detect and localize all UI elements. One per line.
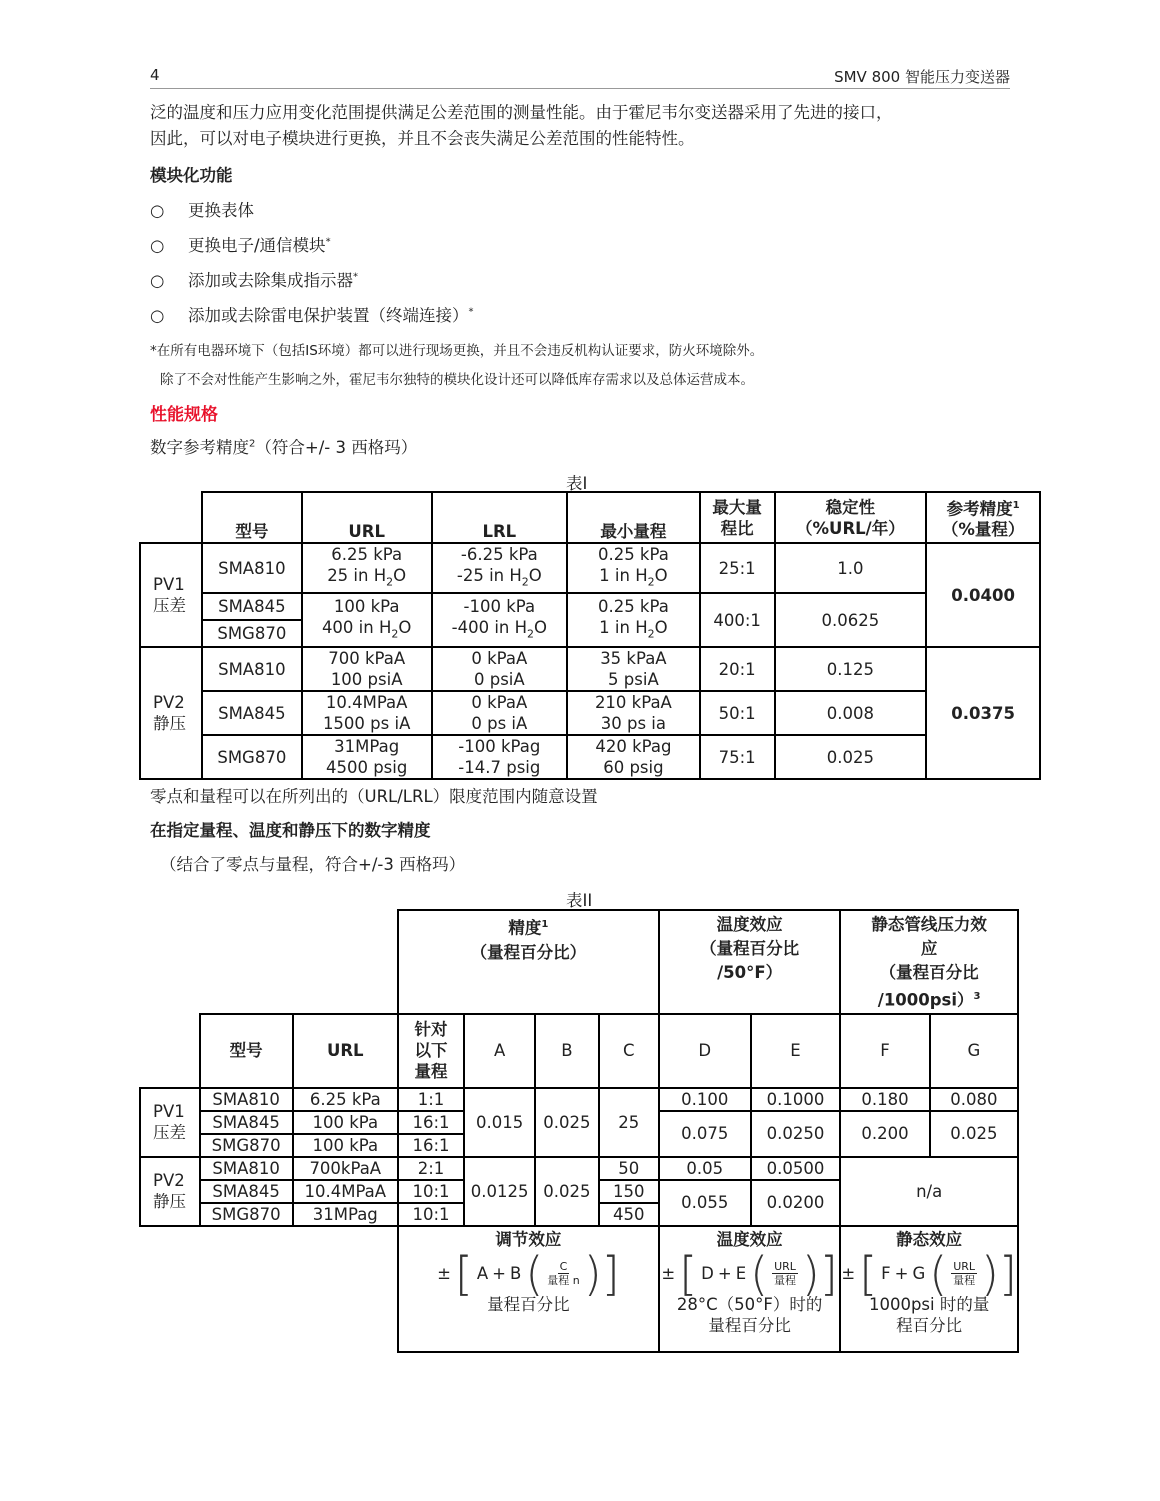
t2-pv2-e2: 0.0200 xyxy=(751,1180,841,1226)
t2-formula-adjust: 调节效应 ± [ A + B ( $\frac{C}{\text{量程 n}}$ )] 量程百分比 xyxy=(398,1226,659,1352)
t1-cell-turndown: 75:1 xyxy=(700,735,775,779)
t2-h-a: A xyxy=(464,1014,535,1088)
t2-pv1-g2: 0.025 xyxy=(930,1111,1018,1157)
t1-cell-model: SMG870 xyxy=(202,735,302,779)
bullet-circle-icon: ○ xyxy=(150,306,165,325)
t2-pv1-c: 25 xyxy=(599,1088,659,1157)
t2-pv1-e1: 0.1000 xyxy=(751,1088,841,1111)
t2-pv2-fg: n/a xyxy=(840,1157,1018,1226)
footnote-star: * xyxy=(325,236,331,248)
t2-pv1-f1: 0.180 xyxy=(840,1088,929,1111)
t2-pv2-d2: 0.055 xyxy=(659,1180,751,1226)
modular-item-text: 添加或去除集成指示器 xyxy=(188,271,353,290)
t1-cell-model: SMA845 xyxy=(202,691,302,735)
accuracy-suffix: （符合+/- 3 西格玛） xyxy=(255,438,418,457)
t2-h-c: C xyxy=(599,1014,659,1088)
t1-cell-url: 100 kPa 400 in $H_2O$ xyxy=(302,593,432,647)
page-number: 4 xyxy=(150,66,160,84)
t1-cell-span: 210 kPaA 30 ps ia xyxy=(567,691,700,735)
t2-cell-span: 16:1 xyxy=(398,1134,464,1157)
t2-pv2-c2: 150 xyxy=(599,1180,659,1203)
t2-cell-model: SMA845 xyxy=(200,1180,293,1203)
t2-pv2-d1: 0.05 xyxy=(659,1157,751,1180)
t1-cell-lrl: -100 kPa -400 in $H_2O$ xyxy=(432,593,568,647)
bullet-circle-icon: ○ xyxy=(150,201,165,220)
table2-group-row xyxy=(140,910,1018,1014)
t2-formula-static: 静态效应 ± [ F + G ( $\frac{\text{URL}}{\text{量程}}$ )] 1000psi 时的量 程百分比 xyxy=(840,1226,1018,1352)
t2-pv2-b: 0.025 xyxy=(535,1157,598,1226)
t1-cell-turndown: 20:1 xyxy=(700,647,775,691)
table-row xyxy=(140,1157,1018,1180)
t2-grp-accuracy: 精度$^1$ （量程百分比） xyxy=(398,910,659,1014)
t2-pv1-a: 0.015 xyxy=(464,1088,535,1157)
static-formula: ± [ F + G ( $\frac{\text{URL}}{\text{量程}}$ )] xyxy=(841,1246,1017,1301)
bullet-circle-icon: ○ xyxy=(150,271,165,290)
t2-h-model: 型号 xyxy=(200,1014,293,1088)
table1 xyxy=(139,491,1041,780)
spec2-heading: 在指定量程、温度和静压下的数字精度 xyxy=(150,821,431,840)
t2-cell-url: 10.4MPaA xyxy=(293,1180,398,1203)
table-row xyxy=(140,543,1040,593)
t1-cell-stability: 0.025 xyxy=(775,735,927,779)
table2-header-row xyxy=(140,1014,1018,1088)
t1-cell-lrl: 0 kPaA 0 ps iA xyxy=(432,691,568,735)
table2-caption: 表II xyxy=(566,891,593,910)
t2-pv1-b: 0.025 xyxy=(535,1088,598,1157)
t1-pv1-ref: 0.0400 xyxy=(926,543,1040,647)
t1-cell-stability: 0.125 xyxy=(775,647,927,691)
modular-heading: 模块化功能 xyxy=(150,166,233,185)
t2-pv1-label: PV1 压差 xyxy=(140,1088,200,1157)
t2-cell-model: SMA810 xyxy=(200,1088,293,1111)
t1-h-lrl: LRL xyxy=(432,492,568,543)
t1-h-minspan: 最小量程 xyxy=(567,492,700,543)
t1-cell-model: SMA810 xyxy=(202,647,302,691)
table-row xyxy=(140,593,1040,647)
table-row xyxy=(140,1088,1018,1111)
modular-item xyxy=(150,267,358,291)
t1-h-stability: 稳定性 （%URL/年） xyxy=(775,492,927,543)
t2-h-f: F xyxy=(840,1014,929,1088)
t2-cell-span: 2:1 xyxy=(398,1157,464,1180)
t1-cell-span: 420 kPag 60 psig xyxy=(567,735,700,779)
t1-cell-stability: 1.0 xyxy=(775,543,927,593)
table-row xyxy=(140,735,1040,779)
t2-pv2-label: PV2 静压 xyxy=(140,1157,200,1226)
intro-line-1: 泛的温度和压力应用变化范围提供满足公差范围的测量性能。由于霍尼韦尔变送器采用了先进的接口， xyxy=(150,103,893,122)
t2-pv2-c1: 50 xyxy=(599,1157,659,1180)
t1-cell-stability: 0.0625 xyxy=(775,593,927,647)
t1-cell-url: 700 kPaA 100 psiA xyxy=(302,647,432,691)
t1-cell-url: 10.4MPaA 1500 ps iA xyxy=(302,691,432,735)
table-row xyxy=(140,691,1040,735)
running-header: SMV 800 智能压力变送器 xyxy=(834,68,1010,86)
accuracy-prefix: 数字参考精度 xyxy=(150,438,249,457)
accuracy-sup: 2 xyxy=(249,438,256,450)
t2-h-url: URL xyxy=(293,1014,398,1088)
t1-pv1-label: PV1 压差 xyxy=(140,543,202,647)
modular-item xyxy=(150,197,254,221)
t2-cell-url: 100 kPa xyxy=(293,1134,398,1157)
t2-grp-static: 静态管线压力效 应 （量程百分比 /1000psi）$^3$ xyxy=(840,910,1018,1014)
t2-cell-url: 31MPag xyxy=(293,1203,398,1226)
t2-cell-model: SMG870 xyxy=(200,1203,293,1226)
t2-formula-temp: 温度效应 ± [ D + E ( $\frac{\text{URL}}{\text{量程}}$ )] 28°C（50°F）时的 量程百分比 xyxy=(659,1226,840,1352)
t1-cell-span: 35 kPaA 5 psiA xyxy=(567,647,700,691)
table-row xyxy=(140,647,1040,691)
bullet-circle-icon: ○ xyxy=(150,236,165,255)
t2-cell-model: SMA845 xyxy=(200,1111,293,1134)
t2-h-e: E xyxy=(751,1014,841,1088)
t1-cell-model: SMA810 xyxy=(202,543,302,593)
footnote-star: * xyxy=(468,306,474,318)
t2-cell-span: 1:1 xyxy=(398,1088,464,1111)
modular-item xyxy=(150,302,474,326)
after-table1-note: 零点和量程可以在所列出的（URL/LRL）限度范围内随意设置 xyxy=(150,787,598,806)
adjust-formula: ± [ A + B ( $\frac{C}{\text{量程 n}}$ )] xyxy=(437,1246,620,1301)
table1-header-row xyxy=(140,492,1040,543)
t2-h-g: G xyxy=(930,1014,1018,1088)
t2-cell-url: 100 kPa xyxy=(293,1111,398,1134)
t2-h-d: D xyxy=(659,1014,751,1088)
t2-pv1-e2: 0.0250 xyxy=(751,1111,841,1157)
t1-cell-turndown: 400:1 xyxy=(700,593,775,647)
t1-h-ref: 参考精度$^1$ （%量程） xyxy=(926,492,1040,543)
t1-cell-stability: 0.008 xyxy=(775,691,927,735)
intro-line-2: 因此，可以对电子模块进行更换，并且不会丧失满足公差范围的性能特性。 xyxy=(150,129,695,148)
spec2-subtitle: （结合了零点与量程，符合+/-3 西格玛） xyxy=(160,855,466,874)
t1-cell-model: SMA845 SMG870 xyxy=(202,593,302,647)
modular-note: 除了不会对性能产生影响之外，霍尼韦尔独特的模块化设计还可以降低库存需求以及总体运营成本。 xyxy=(160,372,754,388)
t2-grp-temp: 温度效应 （量程百分比 /50°F） xyxy=(659,910,840,1014)
t2-cell-url: 6.25 kPa xyxy=(293,1088,398,1111)
t1-cell-turndown: 50:1 xyxy=(700,691,775,735)
footnote-star: * xyxy=(353,271,358,283)
modular-item-text: 添加或去除雷电保护装置（终端连接） xyxy=(188,306,469,325)
modular-footnote: *在所有电器环境下（包括IS环境）都可以进行现场更换，并且不会违反机构认证要求，防火环境除外。 xyxy=(150,343,764,359)
t1-cell-lrl: 0 kPaA 0 psiA xyxy=(432,647,568,691)
t1-cell-url: 31MPag 4500 psig xyxy=(302,735,432,779)
t2-cell-span: 10:1 xyxy=(398,1180,464,1203)
table2-formula-row xyxy=(140,1226,1018,1352)
header-rule xyxy=(150,88,1010,89)
t2-pv1-d2: 0.075 xyxy=(659,1111,751,1157)
table2 xyxy=(139,909,1019,1353)
t2-cell-url: 700kPaA xyxy=(293,1157,398,1180)
t1-h-model: 型号 xyxy=(202,492,302,543)
t1-h-turndown: 最大量 程比 xyxy=(700,492,775,543)
t1-pv2-ref: 0.0375 xyxy=(926,647,1040,779)
t2-cell-span: 16:1 xyxy=(398,1111,464,1134)
t2-cell-model: SMG870 xyxy=(200,1134,293,1157)
temp-formula: ± [ D + E ( $\frac{\text{URL}}{\text{量程}}$ )] xyxy=(661,1246,838,1301)
modular-item xyxy=(150,232,331,256)
performance-heading: 性能规格 xyxy=(150,405,218,425)
t2-pv2-c3: 450 xyxy=(599,1203,659,1226)
table1-caption: 表I xyxy=(566,474,588,493)
t2-h-span: 针对 以下 量程 xyxy=(398,1014,464,1088)
t1-pv2-label: PV2 静压 xyxy=(140,647,202,779)
t1-h-url: URL xyxy=(302,492,432,543)
modular-item-text: 更换表体 xyxy=(188,201,254,220)
t2-h-b: B xyxy=(535,1014,598,1088)
t1-cell-lrl: -100 kPag -14.7 psig xyxy=(432,735,568,779)
t2-cell-model: SMA810 xyxy=(200,1157,293,1180)
intro-paragraph xyxy=(150,100,1020,152)
accuracy-line xyxy=(150,434,417,458)
t1-cell-span: 0.25 kPa 1 in $H_2O$ xyxy=(567,543,700,593)
modular-item-text: 更换电子/通信模块 xyxy=(188,236,326,255)
t2-pv1-g1: 0.080 xyxy=(930,1088,1018,1111)
t1-cell-span: 0.25 kPa 1 in $H_2O$ xyxy=(567,593,700,647)
t1-cell-url: 6.25 kPa 25 in $H_2O$ xyxy=(302,543,432,593)
t2-pv2-e1: 0.0500 xyxy=(751,1157,841,1180)
t1-cell-turndown: 25:1 xyxy=(700,543,775,593)
t2-cell-span: 10:1 xyxy=(398,1203,464,1226)
t2-pv2-a: 0.0125 xyxy=(464,1157,535,1226)
t2-pv1-f2: 0.200 xyxy=(840,1111,929,1157)
t2-pv1-d1: 0.100 xyxy=(659,1088,751,1111)
t1-cell-lrl: -6.25 kPa -25 in $H_2O$ xyxy=(432,543,568,593)
